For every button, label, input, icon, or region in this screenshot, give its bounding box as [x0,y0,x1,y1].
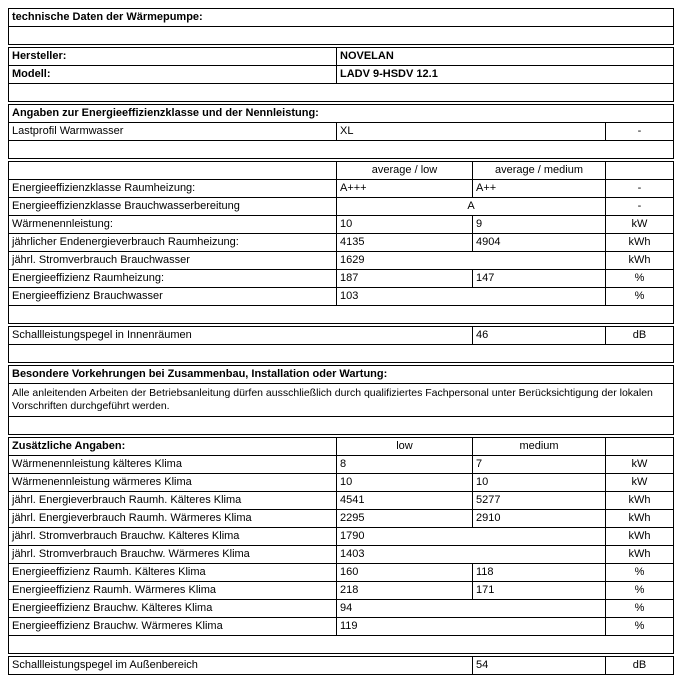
spacer [9,27,674,45]
row-label: Schallleistungspegel im Außenbereich [9,657,473,675]
value: XL [337,123,606,141]
row-sheet-title [9,9,674,27]
row-label: Energieeffizienz Raumheizung: [9,270,337,288]
value: NOVELAN [337,48,674,66]
row-column-headers-average [9,162,674,180]
row-energieeffizienz-raumh-waermeres-klima [9,582,674,600]
row-stromverbrauch-brauchw-waermeres-klima [9,546,674,564]
value: 103 [337,288,606,306]
row-label: Wärmenennleistung kälteres Klima [9,456,337,474]
row-label: Energieeffizienz Brauchw. Wärmeres Klima [9,618,337,636]
note: Alle anleitenden Arbeiten der Betriebsanleitung dürfen ausschließlich durch qualifiziertes Fachpersonal unter Berücksichtigung der lokalen Vorschriften durchgeführt werden. [9,384,674,417]
unit: dB [606,657,674,675]
unit: % [606,600,674,618]
row-energieverbrauch-raumh-kaelteres-klima [9,492,674,510]
block-energieeffizienz-section [8,104,674,159]
row-spacer [9,27,674,45]
value: 1790 [337,528,606,546]
row-label: Modell: [9,66,337,84]
row-hinweis-fachpersonal [9,384,674,417]
spacer [9,84,674,102]
block-effizienz-werte [8,161,674,324]
row-schallleistungspegel-innen [9,327,674,345]
value: 4904 [473,234,606,252]
unit: % [606,618,674,636]
unit: % [606,288,674,306]
value: 46 [473,327,606,345]
section-title: Zusätzliche Angaben: [9,438,337,456]
row-label: jährl. Stromverbrauch Brauchwasser [9,252,337,270]
unit: kW [606,456,674,474]
value: 7 [473,456,606,474]
row-label: Energieeffizienz Raumh. Wärmeres Klima [9,582,337,600]
row-spacer [9,306,674,324]
row-energieverbrauch-raumh-waermeres-klima [9,510,674,528]
block-schall-innen [8,326,674,363]
unit: % [606,564,674,582]
row-energieeffizienz-brauchw-kaelteres-klima [9,600,674,618]
spacer [9,636,674,654]
value: 10 [337,216,473,234]
column-header: average / medium [473,162,606,180]
row-label: Energieeffizienzklasse Raumheizung: [9,180,337,198]
row-label: jährl. Energieverbrauch Raumh. Kälteres Klima [9,492,337,510]
row-eek-raumheizung [9,180,674,198]
section-title: Angaben zur Energieeffizienzklasse und der Nennleistung: [9,105,674,123]
row-section-energieeffizienz [9,105,674,123]
value: 118 [473,564,606,582]
row-label: Energieeffizienzklasse Brauchwasserbereitung [9,198,337,216]
value: 2910 [473,510,606,528]
row-label: Energieeffizienz Brauchwasser [9,288,337,306]
block-besondere-vorkehrungen [8,365,674,435]
row-hersteller [9,48,674,66]
row-waermenennleistung-kaelteres-klima [9,456,674,474]
row-endenergieverbrauch-raumheizung [9,234,674,252]
value: 2295 [337,510,473,528]
unit: - [606,180,674,198]
section-title: Besondere Vorkehrungen bei Zusammenbau, Installation oder Wartung: [9,366,674,384]
row-label: Energieeffizienz Raumh. Kälteres Klima [9,564,337,582]
value: 8 [337,456,473,474]
row-waermenennleistung [9,216,674,234]
row-schallleistungspegel-aussen [9,657,674,675]
column-header: medium [473,438,606,456]
value: LADV 9-HSDV 12.1 [337,66,674,84]
spacer [9,345,674,363]
unit: kWh [606,234,674,252]
unit: - [606,123,674,141]
row-label: Wärmenennleistung wärmeres Klima [9,474,337,492]
value: 4135 [337,234,473,252]
spacer [9,417,674,435]
value: 10 [473,474,606,492]
unit: kWh [606,528,674,546]
unit: kW [606,216,674,234]
row-label: Schallleistungspegel in Innenräumen [9,327,473,345]
value: 160 [337,564,473,582]
unit: % [606,582,674,600]
row-waermenennleistung-waermeres-klima [9,474,674,492]
value: 94 [337,600,606,618]
unit [606,438,674,456]
block-schall-aussen [8,656,674,675]
row-stromverbrauch-brauchw-kaelteres-klima [9,528,674,546]
block-hersteller-modell [8,47,674,102]
value: 187 [337,270,473,288]
value: 10 [337,474,473,492]
spacer [9,306,674,324]
value: 1403 [337,546,606,564]
value: 9 [473,216,606,234]
value: 218 [337,582,473,600]
unit: % [606,270,674,288]
row-spacer [9,141,674,159]
row-label: Wärmenennleistung: [9,216,337,234]
row-lastprofil-warmwasser [9,123,674,141]
spacer [9,141,674,159]
row-energieeffizienz-raumheizung [9,270,674,288]
unit: - [606,198,674,216]
row-spacer [9,417,674,435]
value: 147 [473,270,606,288]
row-spacer [9,636,674,654]
unit: kWh [606,510,674,528]
value: A+++ [337,180,473,198]
value: A [337,198,606,216]
row-stromverbrauch-brauchwasser [9,252,674,270]
row-section-besondere-vorkehrungen [9,366,674,384]
unit: kWh [606,546,674,564]
row-energieeffizienz-raumh-kaelteres-klima [9,564,674,582]
block-sheet-title [8,8,674,45]
value: 119 [337,618,606,636]
row-label: jährl. Energieverbrauch Raumh. Wärmeres Klima [9,510,337,528]
unit: kW [606,474,674,492]
column-header: low [337,438,473,456]
row-label: Hersteller: [9,48,337,66]
row-label: jährl. Stromverbrauch Brauchw. Wärmeres Klima [9,546,337,564]
value: 5277 [473,492,606,510]
row-energieeffizienz-brauchw-waermeres-klima [9,618,674,636]
value: A++ [473,180,606,198]
technical-data-sheet [8,8,673,677]
section-title: technische Daten der Wärmepumpe: [9,9,674,27]
unit: dB [606,327,674,345]
row-label [9,162,337,180]
row-label: Lastprofil Warmwasser [9,123,337,141]
column-header: average / low [337,162,473,180]
row-eek-brauchwasserbereitung [9,198,674,216]
row-section-zusaetzliche-angaben [9,438,674,456]
unit: kWh [606,252,674,270]
row-label: jährl. Stromverbrauch Brauchw. Kälteres Klima [9,528,337,546]
unit [606,162,674,180]
row-label: Energieeffizienz Brauchw. Kälteres Klima [9,600,337,618]
row-label: jährlicher Endenergieverbrauch Raumheizung: [9,234,337,252]
value: 171 [473,582,606,600]
row-energieeffizienz-brauchwasser [9,288,674,306]
unit: kWh [606,492,674,510]
value: 1629 [337,252,606,270]
row-spacer [9,345,674,363]
row-spacer [9,84,674,102]
value: 54 [473,657,606,675]
block-zusaetzliche-angaben [8,437,674,654]
value: 4541 [337,492,473,510]
row-modell [9,66,674,84]
